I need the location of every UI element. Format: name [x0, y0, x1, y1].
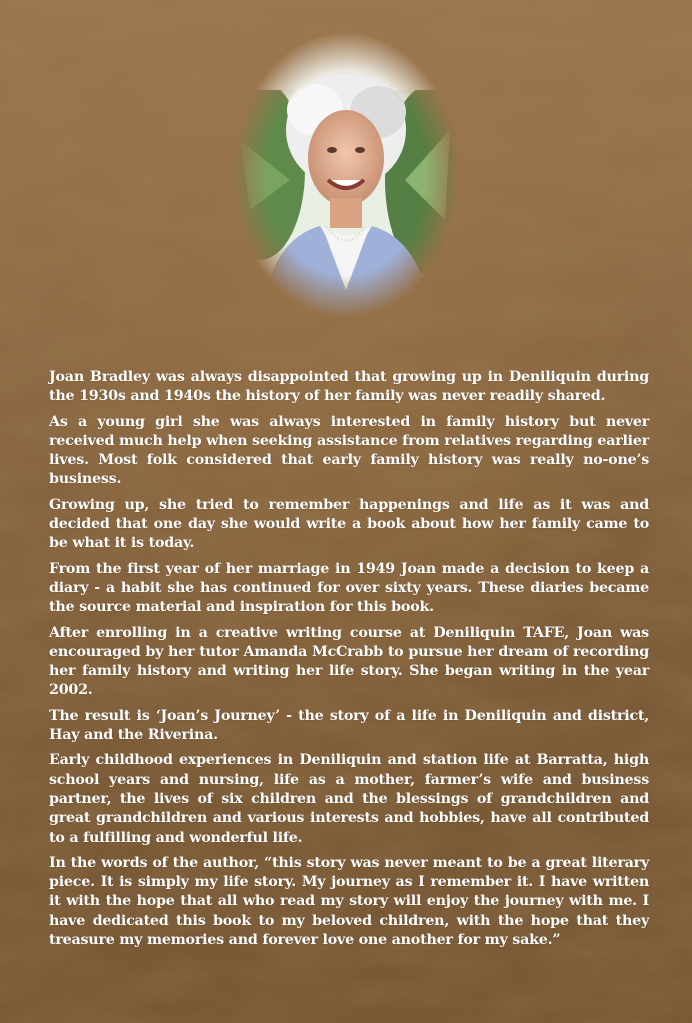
bio-paragraph-1: Joan Bradley was always disappointed that growing up in Deniliquin during the 1930s and 1940s the history of her family was never readily shared. [49, 369, 649, 405]
bio-paragraph-8: In the words of the author, “this story was never meant to be a great literary piece. It is simply my life story. My journey as I remember it. I have written it with the hope that all who read my story will enjoy the journey with me. I have dedicated this book to my beloved children, with the hope that they treasure my memories and forever love one another for my sake.” [49, 854, 649, 949]
bio-paragraph-6: The result is ‘Joan’s Journey’ - the story of a life in Deniliquin and district, Hay and the Riverina. [49, 707, 649, 744]
author-portrait [230, 30, 462, 320]
author-biography [49, 368, 649, 956]
bio-paragraph-4: From the first year of her marriage in 1949 Joan made a decision to keep a diary - a habit she has continued for over sixty years. These diaries became the source material and inspiration for this book. [49, 560, 649, 616]
bio-paragraph-2: As a young girl she was always interested in family history but never received much help when seeking assistance from relatives regarding earlier lives. Most folk considered that early family history was really no-one’s business. [49, 413, 649, 488]
portrait-photo-icon [230, 30, 462, 320]
bio-paragraph-5: After enrolling in a creative writing course at Deniliquin TAFE, Joan was encouraged by her tutor Amanda McCrabb to pursue her dream of recording her family history and writing her life story. She began writing in the year 2002. [49, 624, 649, 699]
bio-paragraph-7: Early childhood experiences in Deniliquin and station life at Barratta, high school years and nursing, life as a mother, farmer’s wife and business partner, the lives of six children and the blessings of grandchildren and great grandchildren and various interests and hobbies, have all contributed to a fulfilling and wonderful life. [49, 752, 649, 846]
bio-paragraph-3: Growing up, she tried to remember happenings and life as it was and decided that one day she would write a book about how her family came to be what it is today. [49, 496, 649, 552]
